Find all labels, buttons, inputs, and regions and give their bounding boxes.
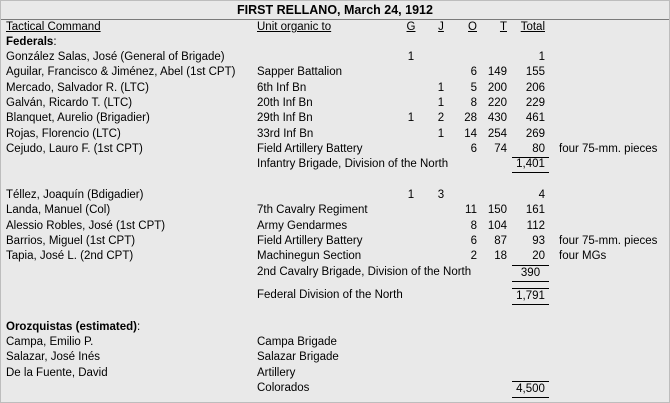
row-unit: 7th Cavalry Regiment [257,204,368,217]
row-total: 93 [532,234,545,247]
row-total: 1 [538,51,545,63]
row-j: 1 [437,81,445,94]
orozquistas-colon: : [137,321,141,333]
federals-colon: : [53,36,57,48]
row-total: 269 [525,127,545,140]
row-total: 161 [525,204,545,217]
header-o: O [468,21,477,33]
subtotal3-label: Federal Division of the North [257,289,403,301]
subtotal1-bottom-rule [512,172,549,173]
row-command: Campa, Emilio P. [6,336,94,348]
row-command: Tapia, José L. (2nd CPT) [6,250,134,263]
row-g: 1 [407,112,415,125]
subtotal1-value: 1,401 [516,158,545,170]
subtotal4-label: Colorados [257,382,310,394]
row-t: 18 [494,250,507,263]
row-o: 2 [470,250,477,263]
row-total: 206 [525,81,545,94]
row-t: 200 [487,81,507,94]
row-o: 5 [470,81,477,94]
header-total: Total [520,21,545,33]
row-total: 155 [525,66,545,79]
row-command: Rojas, Florencio (LTC) [6,127,121,140]
federals-heading [6,35,57,50]
subtotal4-value: 4,500 [512,381,549,398]
row-j: 3 [437,189,445,201]
header-g: G [406,21,416,33]
orozquistas-label: Orozquistas (estimated) [6,321,137,333]
row-o: 14 [464,127,477,140]
row-o: 8 [470,96,477,109]
row-g: 1 [407,189,415,201]
row-note: four MGs [559,250,607,263]
orozquistas-heading [6,320,140,335]
row-t: 254 [487,127,507,140]
page-title: FIRST RELLANO, March 24, 1912 [237,3,433,17]
row-command: De la Fuente, David [6,366,108,379]
row-j: 2 [437,112,445,125]
row-o: 6 [470,234,477,247]
header-t: T [499,21,507,33]
infantry-total-underline [512,157,549,158]
row-unit: Artillery [257,366,296,379]
row-total: 112 [526,219,545,232]
row-unit: Machinegun Section [257,250,362,263]
row-unit: 20th Inf Bn [257,96,313,109]
row-t: 74 [494,142,507,155]
row-command: Salazar, José Inés [6,351,100,364]
row-unit: Campa Brigade [257,336,337,348]
row-unit: Sapper Battalion [257,66,343,79]
row-command: González Salas, José (General of Brigade) [6,51,225,63]
row-o: 11 [465,204,477,217]
row-command: Galván, Ricardo T. (LTC) [6,96,133,109]
row-unit: 29th Inf Bn [257,112,313,125]
row-command: Landa, Manuel (Col) [6,204,111,217]
row-j: 1 [437,96,445,109]
row-command: Blanquet, Aurelio (Brigadier) [6,112,150,125]
header-j: J [438,21,444,33]
row-command: Alessio Robles, José (1st CPT) [6,219,166,232]
row-t: 104 [487,219,507,232]
row-unit: 33rd Inf Bn [257,127,314,140]
federals-label: Federals [6,36,54,48]
row-t: 87 [494,234,507,247]
row-unit: 6th Inf Bn [257,81,307,94]
subtotal1-label: Infantry Brigade, Division of the North [257,158,449,170]
subtotal2-value: 390 [512,265,549,282]
row-total: 80 [532,142,545,155]
row-unit: Field Artillery Battery [257,234,363,247]
title-divider [1,19,669,20]
subtotal2-label: 2nd Cavalry Brigade, Division of the North [257,266,472,278]
subtotal3-value: 1,791 [512,288,549,305]
row-t: 149 [487,66,507,79]
row-unit: Field Artillery Battery [257,142,363,155]
row-command: Barrios, Miguel (1st CPT) [6,234,136,247]
row-unit: Army Gendarmes [257,219,348,232]
row-t: 220 [487,96,507,109]
row-j: 1 [437,127,445,140]
row-total: 20 [532,250,545,263]
row-command: Téllez, Joaquín (Bdigadier) [6,189,144,201]
header-tactical-command: Tactical Command [6,21,101,33]
row-unit: Salazar Brigade [257,351,339,364]
row-command: Cejudo, Lauro F. (1st CPT) [6,142,143,155]
row-o: 6 [470,66,477,79]
row-o: 8 [470,219,477,232]
row-note: four 75-mm. pieces [559,234,658,247]
row-o: 28 [464,112,477,125]
row-g: 1 [407,51,415,63]
row-t: 430 [487,112,507,125]
row-command: Aguilar, Francisco & Jiménez, Abel (1st CPT) [6,66,236,79]
row-total: 461 [525,112,545,125]
row-total: 229 [525,96,545,109]
cavalry-total-underline [512,265,549,266]
row-note: four 75-mm. pieces [559,142,658,155]
row-o: 6 [470,142,477,155]
header-unit: Unit organic to [257,21,332,33]
row-t: 150 [487,204,507,217]
row-total: 4 [538,189,545,201]
row-command: Mercado, Salvador R. (LTC) [6,81,149,94]
